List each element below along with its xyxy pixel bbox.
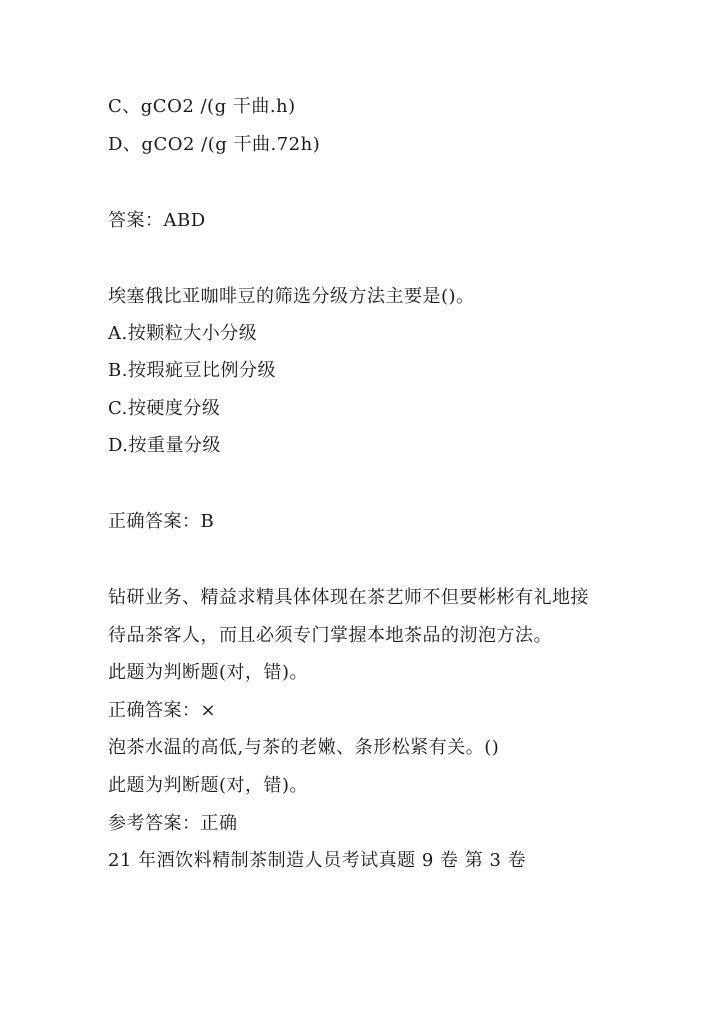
- q3-type: 此题为判断题(对，错)。: [108, 662, 309, 683]
- q2-option-b: B.按瑕疵豆比例分级: [108, 360, 276, 381]
- q3-question-line-2: 待品茶客人，而且必须专门掌握本地茶品的沏泡方法。: [108, 625, 552, 646]
- section-heading: 21 年酒饮料精制茶制造人员考试真题 9 卷 第 3 卷: [108, 850, 527, 871]
- q4-type: 此题为判断题(对，错)。: [108, 775, 309, 796]
- q2-option-a: A.按颗粒大小分级: [108, 323, 258, 344]
- q2-question: 埃塞俄比亚咖啡豆的筛选分级方法主要是()。: [108, 286, 475, 307]
- q1-option-c: C、gCO2 /(g 干曲.h): [108, 96, 296, 117]
- q3-question-line-1: 钻研业务、精益求精具体体现在茶艺师不但要彬彬有礼地接: [108, 587, 589, 608]
- q2-option-d: D.按重量分级: [108, 435, 222, 456]
- q1-answer: 答案：ABD: [108, 210, 206, 231]
- q1-option-d: D、gCO2 /(g 干曲.72h): [108, 134, 321, 155]
- q4-question: 泡茶水温的高低,与茶的老嫩、条形松紧有关。(): [108, 737, 500, 758]
- q2-option-c: C.按硬度分级: [108, 398, 221, 419]
- q4-answer: 参考答案：正确: [108, 813, 238, 834]
- q2-answer: 正确答案：B: [108, 511, 215, 532]
- q3-answer: 正确答案：×: [108, 700, 217, 721]
